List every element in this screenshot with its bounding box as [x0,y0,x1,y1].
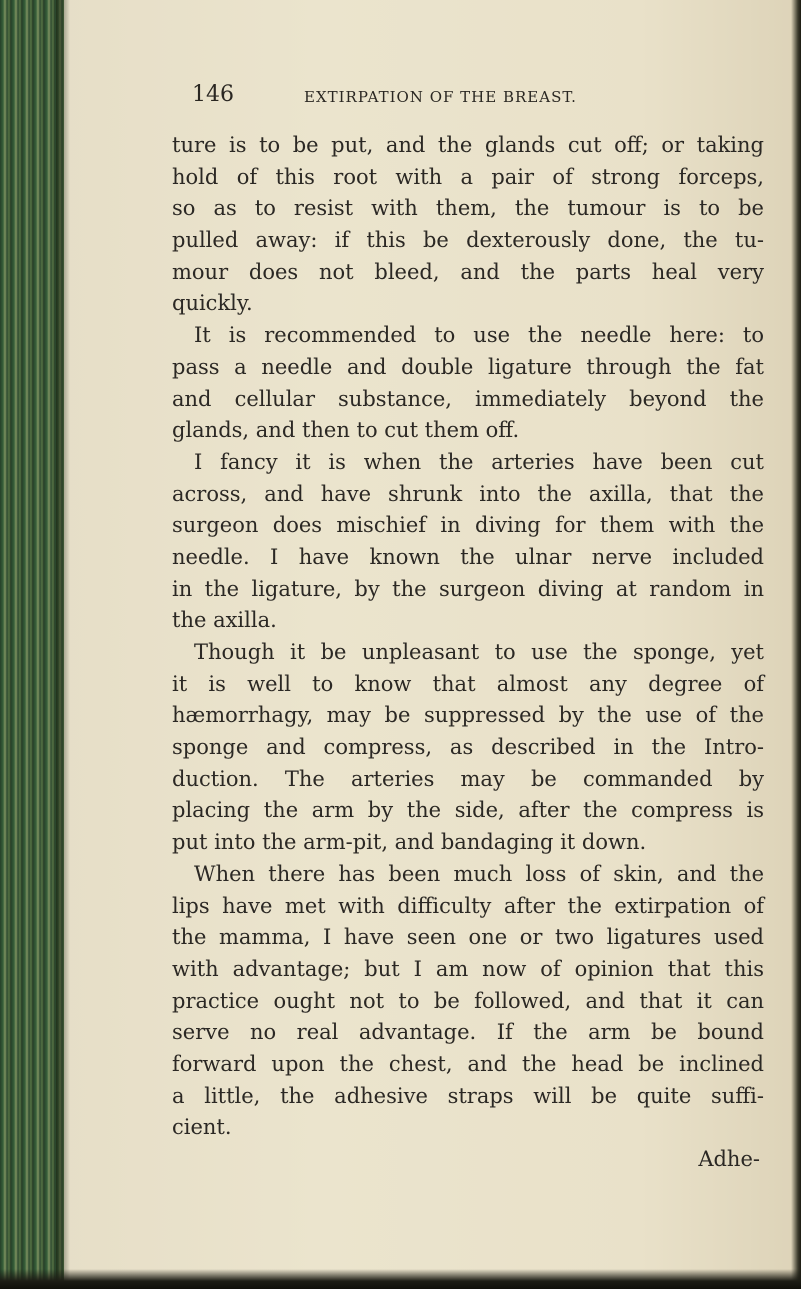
text-line: hæmorrhagy, may be suppressed by the use of the [172,703,764,728]
text-line: I fancy it is when the arteries have been cut [194,449,764,474]
page-bottom-edge [0,1269,801,1289]
text-line: hold of this root with a pair of strong forceps, [172,164,764,189]
text-line: the mamma, I have seen one or two ligatures used [172,925,764,950]
text-line: practice ought not to be followed, and that it can [172,988,764,1013]
text-line: so as to resist with them, the tumour is to be [172,196,764,221]
text-line: forward upon the chest, and the head be inclined [172,1051,764,1076]
text-line: Though it be unpleasant to use the sponge, yet [194,640,764,664]
text-line: cient. [172,1115,232,1140]
binding-shadow [56,0,70,1289]
text-line: mour does not bleed, and the parts heal very [172,259,764,284]
text-line: When there has been much loss of skin, and the [194,861,764,886]
body-text [172,130,764,1176]
text-line: lips have met with difficulty after the extirpation of [172,893,764,918]
text-line: serve no real advantage. If the arm be bound [172,1020,764,1045]
page-number: 146 [192,82,234,107]
running-head: EXTIRPATION OF THE BREAST. [304,88,577,106]
book-binding [0,0,64,1289]
text-line: and cellular substance, immediately beyond the [172,386,764,411]
page-header [192,82,632,112]
text-line: quickly. [172,291,253,316]
text-line: with advantage; but I am now of opinion that this [172,956,764,981]
text-line: surgeon does mischief in diving for them with the [172,513,764,538]
text-line: pulled away: if this be dexterously done, the tu- [172,228,764,253]
text-line: sponge and compress, as described in the Intro- [172,735,764,760]
text-line: across, and have shrunk into the axilla, that the [172,481,764,506]
catchword: Adhe- [698,1147,760,1171]
text-line: the axilla. [172,608,277,633]
page-right-edge [791,0,801,1289]
text-line: in the ligature, by the surgeon diving at random in [172,576,764,601]
text-line: it is well to know that almost any degree of [172,671,764,696]
text-line: put into the arm-pit, and bandaging it down. [172,830,647,855]
text-line: a little, the adhesive straps will be quite suffi- [172,1083,764,1108]
text-line: It is recommended to use the needle here: to [194,323,764,348]
text-line: duction. The arteries may be commanded by [172,766,764,791]
text-line: pass a needle and double ligature through the fat [172,354,764,379]
text-line: needle. I have known the ulnar nerve included [172,544,764,569]
text-line: placing the arm by the side, after the compress is [172,798,764,823]
text-line: ture is to be put, and the glands cut off; or taking [172,133,764,157]
text-line: glands, and then to cut them off. [172,418,520,443]
